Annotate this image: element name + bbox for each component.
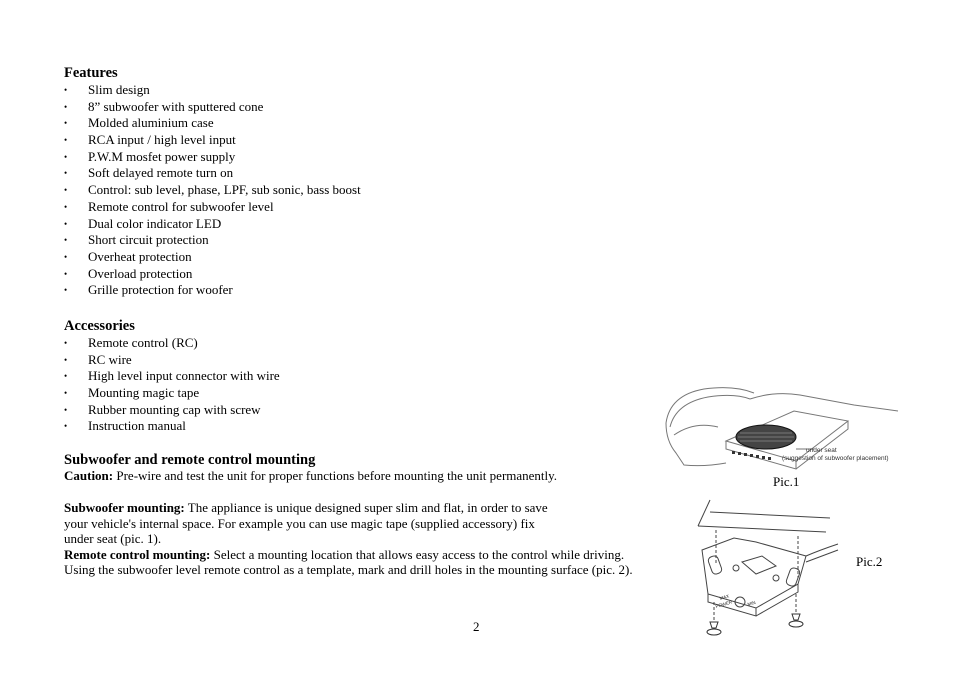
remote-mounting-illustration — [694, 498, 840, 640]
pic2-label-max: MAX — [718, 593, 730, 601]
list-item: • Short circuit protection — [64, 232, 209, 248]
remote-line-2: Using the subwoofer level remote control as a template, mark and drill holes in the mounting surface (pic. 2). — [64, 562, 633, 578]
features-list — [64, 82, 361, 299]
pic1-label-line1: under seat — [806, 447, 837, 454]
pic2-caption: Pic.2 — [856, 554, 883, 569]
accessories-heading: Accessories — [64, 318, 135, 334]
bullet-icon: • — [64, 201, 68, 212]
bullet-icon: • — [64, 168, 68, 179]
list-item: • Slim design — [64, 82, 150, 97]
list-item: • High level input connector with wire — [64, 368, 280, 384]
bullet-icon: • — [64, 338, 68, 348]
bullet-icon: • — [64, 151, 68, 162]
bullet-icon: • — [64, 218, 68, 229]
bullet-icon: • — [64, 371, 68, 382]
list-item: • P.W.M mosfet power supply — [64, 148, 236, 164]
accessories-list — [64, 335, 280, 435]
bullet-icon: • — [64, 251, 68, 262]
pic2-label-min: MIN — [746, 599, 757, 607]
list-item: • Instruction manual — [64, 418, 186, 434]
page-number: 2 — [473, 619, 480, 634]
caution-paragraph — [64, 468, 664, 484]
bullet-icon: • — [64, 388, 68, 399]
subwoofer-mounting-paragraph — [64, 500, 684, 578]
mounting-heading: Subwoofer and remote control mounting — [64, 452, 316, 468]
pic1-label-line2: (suggestion of subwoofer placement) — [782, 455, 889, 462]
under-seat-illustration — [664, 383, 900, 475]
list-item: • Overload protection — [64, 265, 193, 281]
bullet-icon: • — [64, 118, 68, 129]
list-item: • 8” subwoofer with sputtered cone — [64, 98, 264, 114]
bullet-icon: • — [64, 85, 68, 95]
list-item: • Remote control (RC) — [64, 335, 198, 350]
caution-text: Pre-wire and test the unit for proper functions before mounting the unit permanently. — [113, 468, 558, 483]
bullet-icon: • — [64, 285, 68, 296]
sub-line-1: Subwoofer mounting: The appliance is unique designed super slim and flat, in order to save — [64, 500, 548, 515]
pic2-label-power: POWER — [714, 599, 733, 609]
remote-label: Remote control mounting: — [64, 546, 211, 562]
list-item: • Grille protection for woofer — [64, 282, 233, 298]
list-item: • Mounting magic tape — [64, 385, 200, 401]
bullet-icon: • — [64, 421, 68, 432]
features-heading: Features — [64, 65, 118, 81]
bullet-icon: • — [64, 135, 68, 146]
list-item: • Rubber mounting cap with screw — [64, 401, 261, 417]
list-item: • RCA input / high level input — [64, 132, 236, 148]
sub-label: Subwoofer mounting: — [64, 500, 185, 515]
bullet-icon: • — [64, 235, 68, 246]
list-item: • Control: sub level, phase, LPF, sub sonic, bass boost — [64, 182, 361, 198]
pic1-caption: Pic.1 — [773, 474, 800, 489]
remote-line-1: Remote control mounting: Select a mounting location that allows easy access to the control while driving. — [64, 546, 625, 562]
list-item: • Overheat protection — [64, 248, 192, 264]
bullet-icon: • — [64, 354, 68, 365]
list-item: • Dual color indicator LED — [64, 215, 222, 231]
caution-label: Caution: — [64, 468, 114, 483]
list-item: • Remote control for subwoofer level — [64, 198, 274, 214]
bullet-icon: • — [64, 101, 68, 112]
sub-line-3: under seat (pic. 1). — [64, 531, 162, 547]
sub-line-2: your vehicle's internal space. For example you can use magic tape (supplied accessory) fix — [64, 515, 535, 531]
list-item: • Soft delayed remote turn on — [64, 165, 234, 181]
bullet-icon: • — [64, 404, 68, 415]
list-item: • RC wire — [64, 351, 132, 367]
bullet-icon: • — [64, 268, 68, 279]
bullet-icon: • — [64, 185, 68, 196]
list-item: • Molded aluminium case — [64, 115, 214, 131]
